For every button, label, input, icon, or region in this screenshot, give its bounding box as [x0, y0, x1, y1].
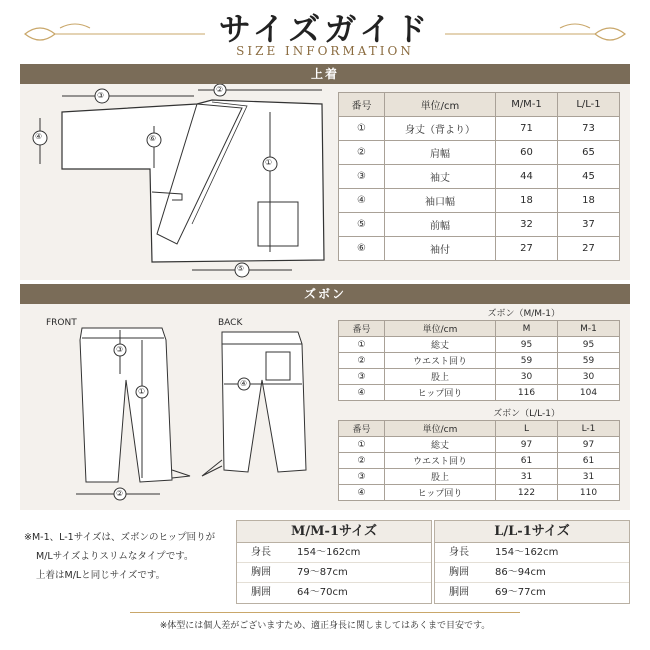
- size-value: 154～162cm: [495, 547, 559, 558]
- table-header-row: [339, 321, 620, 337]
- table-cell: ①: [339, 437, 385, 453]
- front-label: FRONT: [46, 318, 77, 328]
- size-box-l-title: L/L-1サイズ: [435, 521, 629, 543]
- table-header: 単位/cm: [385, 93, 496, 117]
- table-cell: ウエスト回り: [385, 353, 496, 369]
- size-key: 胴囲: [449, 587, 469, 598]
- table-header-row: [339, 93, 620, 117]
- table-cell: ⑥: [339, 237, 385, 261]
- size-key: 胸囲: [449, 567, 469, 578]
- size-key: 身長: [449, 547, 469, 558]
- section-band-pants: ズボン: [20, 284, 630, 304]
- pants-table-m: [338, 306, 620, 401]
- table-row: [339, 237, 620, 261]
- table-cell: 65: [558, 141, 620, 165]
- size-row: [237, 563, 431, 583]
- jacket-marker-3: ③: [97, 91, 105, 100]
- table-cell: 18: [558, 189, 620, 213]
- table-cell: 総丈: [385, 337, 496, 353]
- table-row: [339, 453, 620, 469]
- pants-table-l-caption: ズボン（L/L-1）: [338, 406, 620, 420]
- table-header: M-1: [558, 321, 620, 337]
- note-line: 上着はM/Lと同じサイズです。: [36, 570, 166, 581]
- table-cell: 61: [558, 453, 620, 469]
- table-header: 単位/cm: [385, 421, 496, 437]
- table-row: [339, 117, 620, 141]
- table-cell: ヒップ回り: [385, 385, 496, 401]
- table-row: [339, 337, 620, 353]
- section-band-top: 上着: [20, 64, 630, 84]
- table-cell: 45: [558, 165, 620, 189]
- table-cell: 股上: [385, 469, 496, 485]
- table-cell: 59: [496, 353, 558, 369]
- footer-note: ※体型には個人差がございますため、適正身長に関しましてはあくまで目安です。: [159, 621, 491, 631]
- size-value: 154～162cm: [297, 547, 361, 558]
- size-key: 胴囲: [251, 587, 271, 598]
- table-cell: 袖付: [385, 237, 496, 261]
- table-cell: ⑤: [339, 213, 385, 237]
- pants-table-m-caption: ズボン（M/M-1）: [338, 306, 620, 320]
- table-cell: ③: [339, 469, 385, 485]
- table-cell: 前幅: [385, 213, 496, 237]
- footer-divider: [130, 612, 520, 613]
- table-cell: 袖口幅: [385, 189, 496, 213]
- table-cell: 30: [558, 369, 620, 385]
- table-cell: ②: [339, 141, 385, 165]
- table-cell: ウエスト回り: [385, 453, 496, 469]
- table-cell: 27: [558, 237, 620, 261]
- table-cell: 97: [558, 437, 620, 453]
- table-cell: 27: [496, 237, 558, 261]
- jacket-marker-2: ②: [216, 85, 224, 94]
- table-cell: ④: [339, 385, 385, 401]
- size-box-l: [434, 520, 630, 604]
- table-cell: ③: [339, 165, 385, 189]
- back-label: BACK: [218, 318, 243, 328]
- pants-table-l: [338, 406, 620, 501]
- jacket-diagram: [22, 84, 332, 280]
- note-line: M/Lサイズよりスリムなタイプです。: [36, 551, 194, 562]
- table-cell: 116: [496, 385, 558, 401]
- table-header-row: [339, 421, 620, 437]
- table-cell: 61: [496, 453, 558, 469]
- table-cell: 31: [496, 469, 558, 485]
- size-row: [435, 563, 629, 583]
- note-line: ※M-1、L-1サイズは、ズボンのヒップ回りが: [24, 532, 216, 543]
- table-cell: 97: [496, 437, 558, 453]
- table-header: L/L-1: [558, 93, 620, 117]
- table-cell: 31: [558, 469, 620, 485]
- table-row: [339, 141, 620, 165]
- table-cell: 総丈: [385, 437, 496, 453]
- table-cell: 73: [558, 117, 620, 141]
- pants-marker-4: ④: [240, 379, 248, 388]
- size-key: 胸囲: [251, 567, 271, 578]
- table-cell: 59: [558, 353, 620, 369]
- size-row: [435, 583, 629, 603]
- table-row: [339, 469, 620, 485]
- table-cell: ヒップ回り: [385, 485, 496, 501]
- size-box-m-title: M/M-1サイズ: [237, 521, 431, 543]
- jacket-marker-5: ⑤: [237, 264, 245, 273]
- table-cell: 股上: [385, 369, 496, 385]
- size-value: 64～70cm: [297, 587, 348, 598]
- table-cell: 37: [558, 213, 620, 237]
- pants-marker-3: ③: [116, 345, 124, 354]
- size-box-m: [236, 520, 432, 604]
- table-cell: 32: [496, 213, 558, 237]
- table-cell: ②: [339, 353, 385, 369]
- size-row: [237, 543, 431, 563]
- table-cell: 110: [558, 485, 620, 501]
- page-subtitle: SIZE INFORMATION: [236, 44, 414, 58]
- table-cell: 104: [558, 385, 620, 401]
- table-row: [339, 165, 620, 189]
- table-row: [339, 385, 620, 401]
- pants-marker-2: ②: [116, 489, 124, 498]
- size-value: 79～87cm: [297, 567, 348, 578]
- table-header: L: [496, 421, 558, 437]
- table-header: M/M-1: [496, 93, 558, 117]
- table-cell: 95: [558, 337, 620, 353]
- table-cell: 18: [496, 189, 558, 213]
- table-cell: 71: [496, 117, 558, 141]
- table-header: M: [496, 321, 558, 337]
- size-note: [24, 528, 215, 585]
- jacket-marker-1: ①: [265, 158, 273, 167]
- table-cell: 122: [496, 485, 558, 501]
- size-row: [435, 543, 629, 563]
- table-cell: ③: [339, 369, 385, 385]
- table-cell: 身丈（背より）: [385, 117, 496, 141]
- table-cell: ②: [339, 453, 385, 469]
- table-cell: ①: [339, 337, 385, 353]
- size-row: [237, 583, 431, 603]
- table-header: 番号: [339, 321, 385, 337]
- pants-diagram: [30, 320, 330, 508]
- table-cell: ④: [339, 485, 385, 501]
- table-header: 単位/cm: [385, 321, 496, 337]
- table-header: 番号: [339, 421, 385, 437]
- table-cell: 肩幅: [385, 141, 496, 165]
- table-cell: ①: [339, 117, 385, 141]
- table-row: [339, 189, 620, 213]
- table-row: [339, 353, 620, 369]
- table-header: L-1: [558, 421, 620, 437]
- table-row: [339, 437, 620, 453]
- size-key: 身長: [251, 547, 271, 558]
- table-cell: ④: [339, 189, 385, 213]
- jacket-marker-4: ④: [35, 132, 43, 141]
- page-title: サイズガイド: [218, 10, 432, 48]
- size-value: 86～94cm: [495, 567, 546, 578]
- table-row: [339, 213, 620, 237]
- table-cell: 60: [496, 141, 558, 165]
- table-cell: 30: [496, 369, 558, 385]
- table-header: 番号: [339, 93, 385, 117]
- jacket-size-table: [338, 92, 620, 261]
- size-value: 69～77cm: [495, 587, 546, 598]
- table-row: [339, 369, 620, 385]
- pants-marker-1: ①: [138, 387, 146, 396]
- table-cell: 95: [496, 337, 558, 353]
- table-row: [339, 485, 620, 501]
- table-cell: 44: [496, 165, 558, 189]
- jacket-marker-6: ⑥: [149, 134, 157, 143]
- table-cell: 袖丈: [385, 165, 496, 189]
